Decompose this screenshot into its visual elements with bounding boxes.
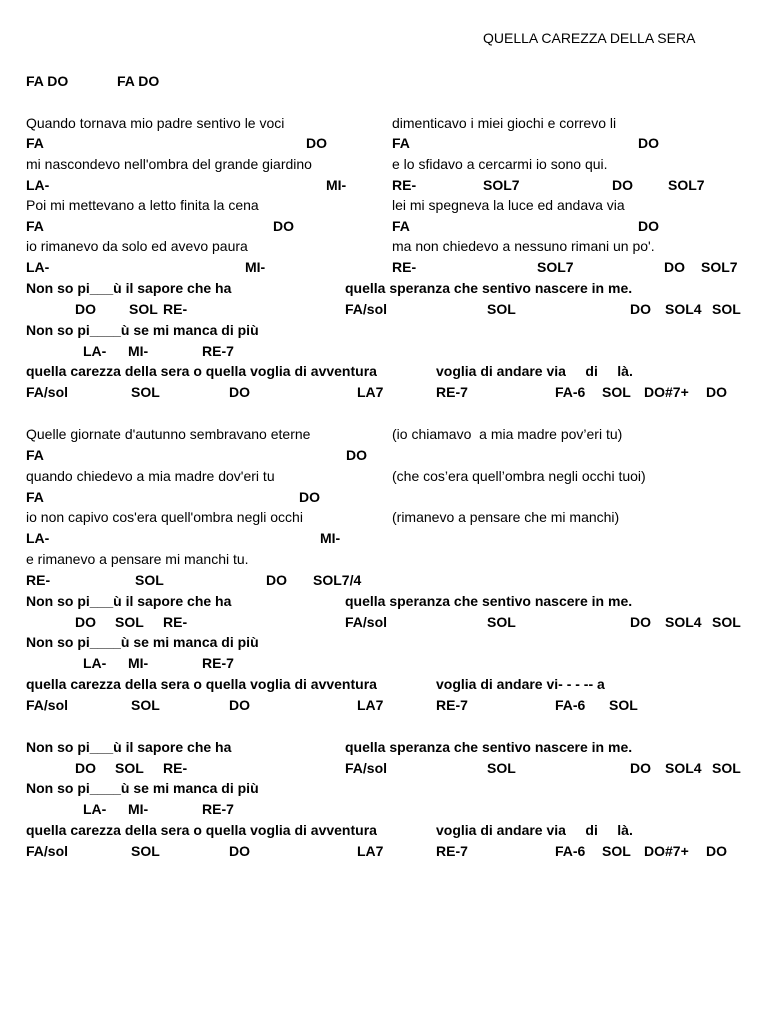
chord: RE-7 (436, 384, 468, 400)
chord: LA- (83, 801, 107, 817)
chord: DO#7+ (644, 843, 689, 859)
chord: SOL7/4 (313, 572, 362, 588)
chord: RE-7 (436, 697, 468, 713)
chord: DO (306, 135, 327, 151)
chord: FA/sol (26, 384, 69, 400)
chord: SOL (712, 301, 741, 317)
chord: SOL4 (665, 614, 702, 630)
chord: LA7 (357, 384, 384, 400)
chord: SOL (712, 614, 741, 630)
chord: SOL7 (483, 177, 520, 193)
chord: LA- (26, 177, 50, 193)
chord: SOL7 (537, 259, 574, 275)
chorus-line: voglia di andare via di là. (436, 363, 633, 379)
chord: RE- (163, 301, 188, 317)
chord: DO (706, 843, 727, 859)
chord: DO (75, 301, 96, 317)
chord: LA7 (357, 697, 384, 713)
chord: LA7 (357, 843, 384, 859)
lyric-line: e lo sfidavo a cercarmi io sono qui. (392, 156, 608, 172)
chord: MI- (245, 259, 266, 275)
chord: FA (26, 447, 44, 463)
chorus-line: quella carezza della sera o quella voglia di avventura (26, 676, 377, 692)
chord: FA (26, 489, 44, 505)
chord: SOL (115, 760, 144, 776)
chord: DO (638, 135, 659, 151)
chord: FA (392, 218, 410, 234)
lyric-line: mi nascondevo nell'ombra del grande giardino (26, 156, 312, 172)
chord: DO (75, 614, 96, 630)
chord: DO (273, 218, 294, 234)
chord: RE-7 (202, 343, 234, 359)
chord: SOL7 (668, 177, 705, 193)
chord: DO (229, 384, 250, 400)
chord: SOL (609, 697, 638, 713)
lyric-line: dimenticavo i miei giochi e correvo li (392, 115, 617, 131)
chord: RE- (163, 760, 188, 776)
chord: SOL (131, 384, 160, 400)
chord: MI- (128, 801, 149, 817)
chord: MI- (128, 343, 149, 359)
chorus-line: Non so pi____ù se mi manca di più (26, 634, 259, 650)
chord: LA- (26, 259, 50, 275)
chord: DO (229, 697, 250, 713)
chorus-line: Non so pi___ù il sapore che ha (26, 739, 232, 755)
lyric-line: (rimanevo a pensare che mi manchi) (392, 509, 620, 525)
chorus-line: quella carezza della sera o quella voglia di avventura (26, 822, 377, 838)
chord: MI- (128, 655, 149, 671)
chord: SOL (131, 843, 160, 859)
lyric-line: Poi mi mettevano a letto finita la cena (26, 197, 259, 213)
chord: FA/sol (26, 697, 69, 713)
chord: SOL4 (665, 760, 702, 776)
chord: SOL (135, 572, 164, 588)
chorus-line: quella carezza della sera o quella voglia di avventura (26, 363, 377, 379)
chord: RE- (26, 572, 51, 588)
chord: SOL (602, 384, 631, 400)
chord: FA (26, 218, 44, 234)
chord: DO (75, 760, 96, 776)
chorus-line: quella speranza che sentivo nascere in me. (345, 280, 633, 296)
lyric-line: io rimanevo da solo ed avevo paura (26, 238, 248, 254)
chord: LA- (83, 655, 107, 671)
intro-chord: FA DO (26, 73, 69, 89)
chorus-line: Non so pi____ù se mi manca di più (26, 780, 259, 796)
chord: SOL (115, 614, 144, 630)
chord: SOL (131, 697, 160, 713)
lyric-line: io non capivo cos'era quell'ombra negli occhi (26, 509, 303, 525)
chord: DO (612, 177, 633, 193)
chord: DO (706, 384, 727, 400)
chord: RE-7 (202, 655, 234, 671)
chord: RE- (392, 259, 417, 275)
chord: SOL (487, 614, 516, 630)
chord: DO (630, 614, 651, 630)
chord: DO (229, 843, 250, 859)
chord: FA/sol (26, 843, 69, 859)
chord: DO (630, 301, 651, 317)
intro-chord: FA DO (117, 73, 160, 89)
chord: MI- (320, 530, 341, 546)
chorus-line: Non so pi___ù il sapore che ha (26, 280, 232, 296)
lyric-line: e rimanevo a pensare mi manchi tu. (26, 551, 249, 567)
chord: RE- (163, 614, 188, 630)
chord: DO (630, 760, 651, 776)
chord: DO (299, 489, 320, 505)
chorus-line: voglia di andare via di là. (436, 822, 633, 838)
lyric-line: lei mi spegneva la luce ed andava via (392, 197, 625, 213)
chord: LA- (83, 343, 107, 359)
chord: SOL4 (665, 301, 702, 317)
chorus-line: quella speranza che sentivo nascere in me. (345, 593, 633, 609)
chord: FA/sol (345, 614, 388, 630)
chord: SOL (129, 301, 158, 317)
chorus-line: voglia di andare vi- - - -- a (436, 676, 605, 692)
chord: FA/sol (345, 301, 388, 317)
chord: RE-7 (436, 843, 468, 859)
chorus-line: Non so pi____ù se mi manca di più (26, 322, 259, 338)
chorus-line: Non so pi___ù il sapore che ha (26, 593, 232, 609)
chord: FA (392, 135, 410, 151)
chord: FA (26, 135, 44, 151)
chord: DO (266, 572, 287, 588)
chord: FA-6 (555, 697, 586, 713)
chord: SOL (602, 843, 631, 859)
lyric-line: (io chiamavo a mia madre pov’eri tu) (392, 426, 623, 442)
song-title: QUELLA CAREZZA DELLA SERA (483, 30, 696, 46)
chord: LA- (26, 530, 50, 546)
chord: FA-6 (555, 843, 586, 859)
chord: RE- (392, 177, 417, 193)
chord: RE-7 (202, 801, 234, 817)
chord: MI- (326, 177, 347, 193)
lyric-line: ma non chiedevo a nessuno rimani un po'. (392, 238, 655, 254)
chord: DO#7+ (644, 384, 689, 400)
chord: FA/sol (345, 760, 388, 776)
chord: DO (664, 259, 685, 275)
chorus-line: quella speranza che sentivo nascere in me. (345, 739, 633, 755)
lyric-line: Quelle giornate d'autunno sembravano eterne (26, 426, 311, 442)
chord: SOL (712, 760, 741, 776)
chord: SOL7 (701, 259, 738, 275)
chord: SOL (487, 760, 516, 776)
chord: SOL (487, 301, 516, 317)
lyric-line: quando chiedevo a mia madre dov'eri tu (26, 468, 275, 484)
lyric-line: (che cos’era quell’ombra negli occhi tuoi) (392, 468, 646, 484)
chord: DO (346, 447, 367, 463)
lyric-line: Quando tornava mio padre sentivo le voci (26, 115, 285, 131)
chord: DO (638, 218, 659, 234)
chord: FA-6 (555, 384, 586, 400)
